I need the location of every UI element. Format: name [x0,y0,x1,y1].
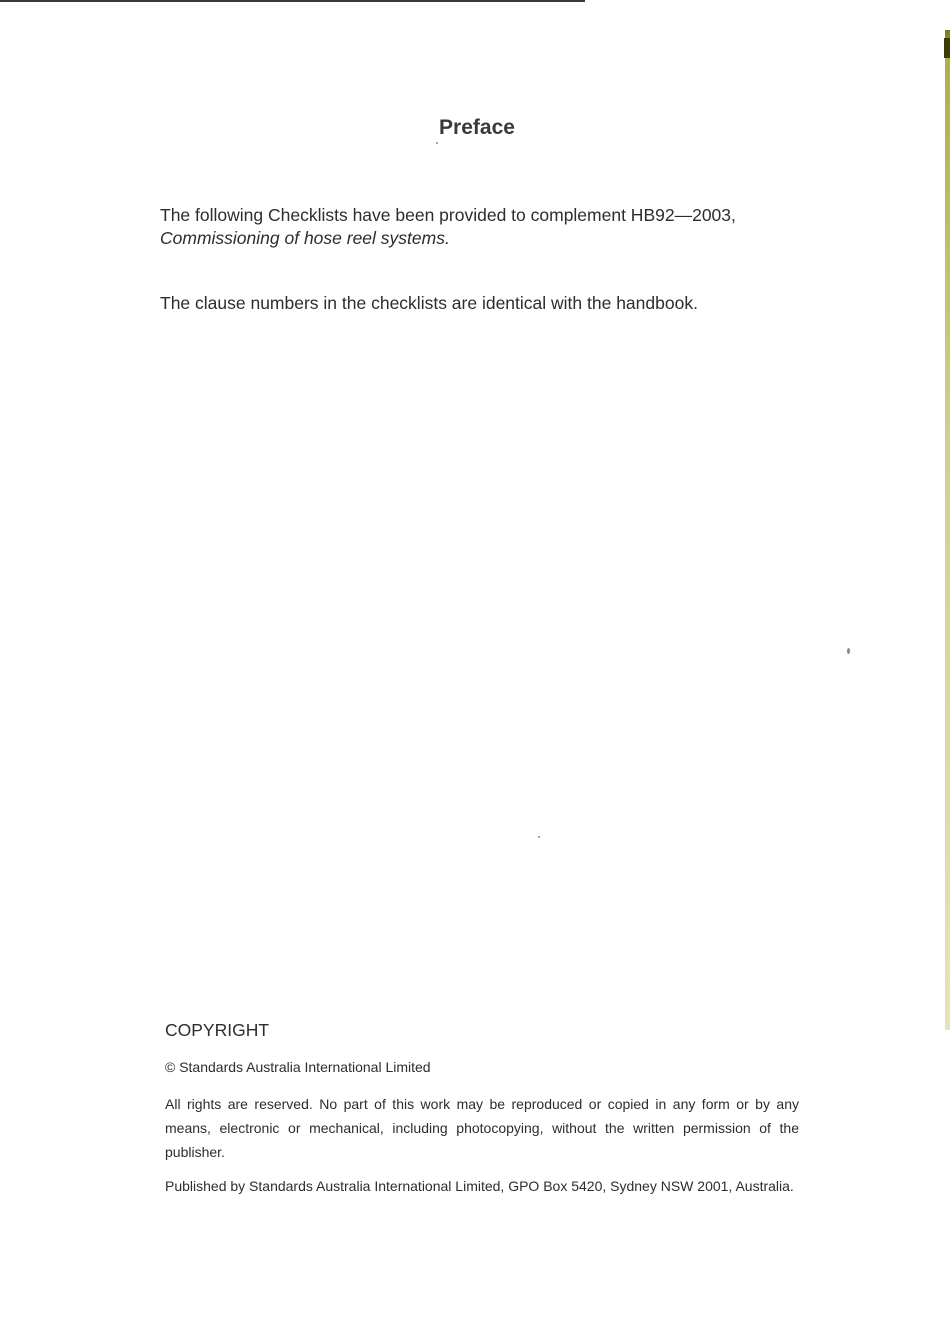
handbook-title: Commissioning of hose reel systems. [160,228,450,248]
clause-note: The clause numbers in the checklists are identical with the handbook. [160,293,698,313]
scan-right-edge [945,30,950,1030]
preface-intro [160,204,800,250]
scan-speck [847,648,850,654]
copyright-owner: © Standards Australia International Limited [165,1059,431,1075]
copyright-heading: COPYRIGHT [165,1020,270,1040]
scan-top-edge [0,0,585,2]
preface-intro-text: The following Checklists have been provided to complement HB92—2003, [160,205,736,225]
scan-right-edge-mark [944,38,950,58]
scan-speck [538,836,540,838]
publisher-statement: Published by Standards Australia International Limited, GPO Box 5420, Sydney NSW 2001, Australia. [165,1178,794,1194]
scan-speck [436,142,438,144]
page-title: Preface [439,116,515,139]
rights-statement: All rights are reserved. No part of this work may be reproduced or copied in any form or by any means, electronic or mechanical, including photocopying, without the written permission of the publisher. [165,1096,799,1160]
